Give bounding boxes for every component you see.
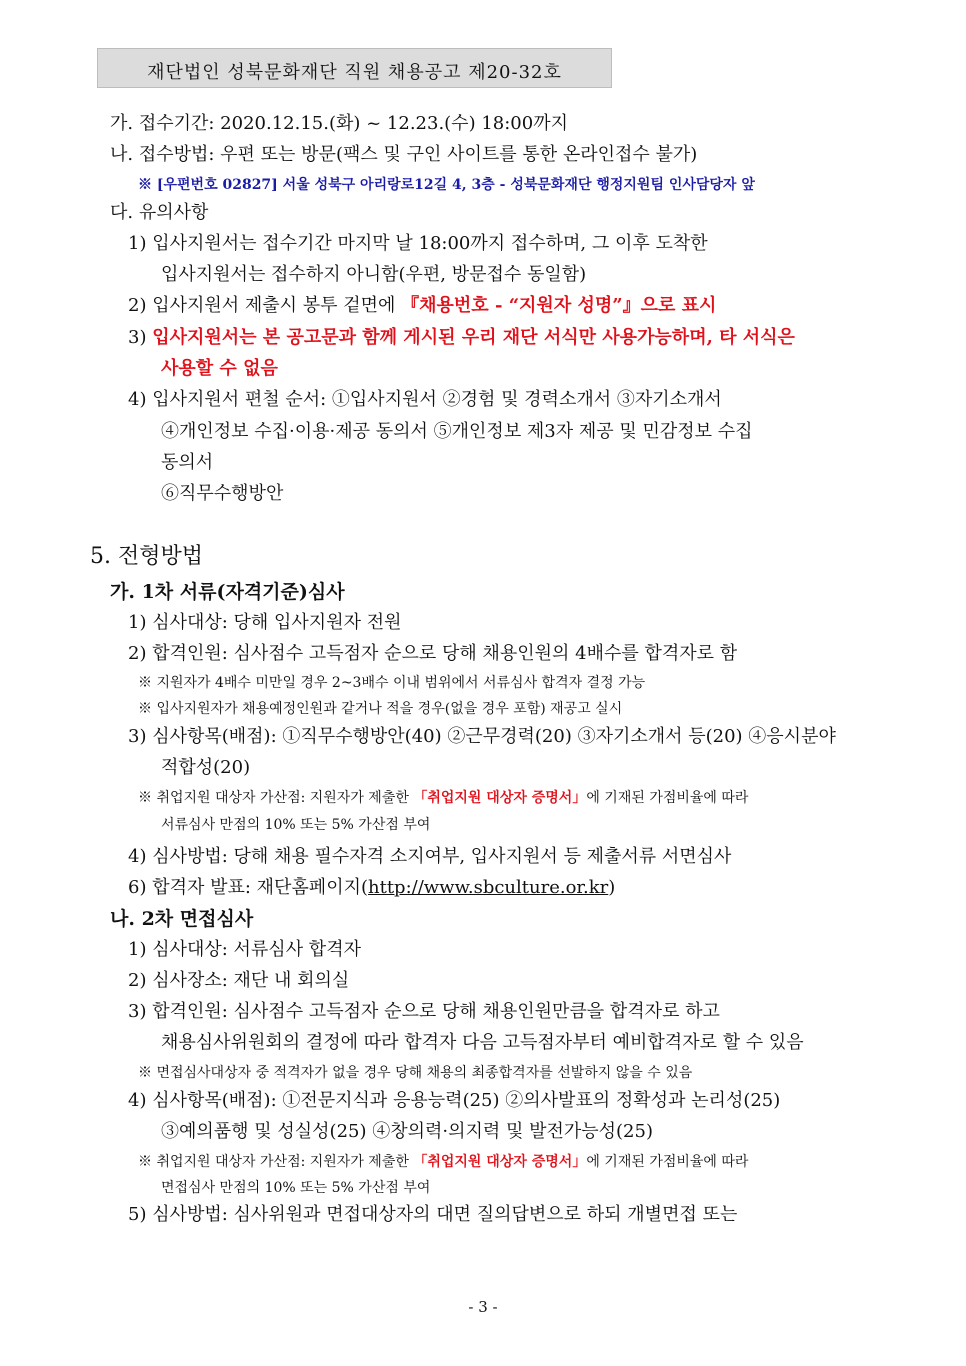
announce-text: 6) 합격자 발표: 재단홈페이지( <box>128 877 368 898</box>
document-title: 재단법인 성북문화재단 직원 채용공고 제20-32호 <box>147 62 562 83</box>
note-3-line2: 사용할 수 없음 <box>161 358 278 379</box>
bonus-note-2-text-a: ※ 취업지원 대상자 가산점: 지원자가 제출한 <box>138 1154 414 1170</box>
stage-2-item-2: 2) 심사장소: 재단 내 회의실 <box>128 970 350 991</box>
announce-close: ) <box>608 877 616 898</box>
bonus-note-certificate: 「취업지원 대상자 증명서」 <box>413 790 587 806</box>
stage-2-item-5: 5) 심사방법: 심사위원과 면접대상자의 대면 질의답변으로 하되 개별면접 또는 <box>128 1204 738 1225</box>
stage-1-note-a: ※ 지원자가 4배수 미만일 경우 2~3배수 이내 범위에서 서류심사 합격자 결정 가능 <box>138 675 646 691</box>
note-2-text: 2) 입사지원서 제출시 봉투 겉면에 <box>128 295 402 316</box>
stage-1-bonus-note <box>138 788 748 808</box>
stage-1-item-1: 1) 심사대상: 당해 입사지원자 전원 <box>128 612 402 633</box>
note-1-line1: 1) 입사지원서는 접수기간 마지막 날 18:00까지 접수하며, 그 이후 도착한 <box>128 233 708 254</box>
stage-2-item-4-line1: 4) 심사항목(배점): ①전문지식과 응용능력(25) ②의사발표의 정확성과 논리성(25) <box>128 1090 781 1111</box>
stage-1-item-4: 4) 심사방법: 당해 채용 필수자격 소지여부, 입사지원서 등 제출서류 서면심사 <box>128 846 732 867</box>
bonus-note-text-b: 에 기재된 가점비율에 따라 <box>586 790 749 806</box>
stage-2-note: ※ 면접심사대상자 중 적격자가 없을 경우 당해 채용의 최종합격자를 선발하지 않을 수 있음 <box>138 1065 693 1081</box>
bonus-note-2-certificate: 「취업지원 대상자 증명서」 <box>413 1154 587 1170</box>
stage-1-heading: 가. 1차 서류(자격기준)심사 <box>110 581 345 603</box>
stage-2-heading: 나. 2차 면접심사 <box>110 908 254 930</box>
note-4-line4: ⑥직무수행방안 <box>161 483 284 504</box>
application-method: 나. 접수방법: 우편 또는 방문(팩스 및 구인 사이트를 통한 온라인접수 불가) <box>110 144 698 165</box>
stage-1-note-b: ※ 입사지원자가 채용예정인원과 같거나 적을 경우(없을 경우 포함) 재공고 실시 <box>138 701 623 717</box>
note-2 <box>128 294 716 318</box>
note-3-line1 <box>128 326 795 350</box>
stage-1-item-2: 2) 합격인원: 심사점수 고득점자 순으로 당해 채용인원의 4배수를 합격자로 함 <box>128 643 738 664</box>
note-4-line3: 동의서 <box>161 452 214 473</box>
note-3-emphasis: 입사지원서는 본 공고문과 함께 게시된 우리 재단 서식만 사용가능하며, 타 서식은 <box>152 327 795 348</box>
stage-2-bonus-note <box>138 1152 748 1172</box>
stage-1-item-3-line1: 3) 심사항목(배점): ①직무수행방안(40) ②근무경력(20) ③자기소개서 등(20) ④응시분야 <box>128 726 836 747</box>
document-header <box>97 48 612 88</box>
application-period: 가. 접수기간: 2020.12.15.(화) ~ 12.23.(수) 18:00까지 <box>110 113 568 134</box>
note-1-line2: 입사지원서는 접수하지 아니함(우편, 방문접수 동일함) <box>161 264 587 285</box>
stage-2-bonus-note-line2: 면접심사 만점의 10% 또는 5% 가산점 부여 <box>161 1180 431 1196</box>
stage-2-item-3-line1: 3) 합격인원: 심사점수 고득점자 순으로 당해 채용인원만큼을 합격자로 하고 <box>128 1001 720 1022</box>
stage-2-item-4-line2: ③예의품행 및 성실성(25) ④창의력·의지력 및 발전가능성(25) <box>161 1121 653 1142</box>
stage-2-item-3-line2: 채용심사위원회의 결정에 따라 합격자 다음 고득점자부터 예비합격자로 할 수 있음 <box>161 1032 804 1053</box>
note-3-number: 3) <box>128 327 153 348</box>
stage-1-bonus-note-line2: 서류심사 만점의 10% 또는 5% 가산점 부여 <box>161 817 431 833</box>
bonus-note-text-a: ※ 취업지원 대상자 가산점: 지원자가 제출한 <box>138 790 414 806</box>
note-4-line2: ④개인정보 수집·이용·제공 동의서 ⑤개인정보 제3자 제공 및 민감정보 수집 <box>161 421 753 442</box>
page-number: - 3 - <box>468 1298 498 1316</box>
mailing-address-note: ※ [우편번호 02827] 서울 성북구 아리랑로12길 4, 3층 - 성북문화재단 행정지원팀 인사담당자 앞 <box>138 177 755 193</box>
stage-1-item-6 <box>128 876 615 900</box>
section-5-heading: 5. 전형방법 <box>90 544 203 569</box>
stage-1-item-3-line2: 적합성(20) <box>161 757 251 778</box>
homepage-link[interactable]: http://www.sbculture.or.kr <box>368 877 609 898</box>
note-2-emphasis: 『채용번호 - “지원자 성명”』으로 표시 <box>401 295 717 316</box>
stage-2-item-1: 1) 심사대상: 서류심사 합격자 <box>128 939 361 960</box>
bonus-note-2-text-b: 에 기재된 가점비율에 따라 <box>586 1154 749 1170</box>
notes-heading: 다. 유의사항 <box>110 202 209 223</box>
note-4-line1: 4) 입사지원서 편철 순서: ①입사지원서 ②경험 및 경력소개서 ③자기소개서 <box>128 389 722 410</box>
